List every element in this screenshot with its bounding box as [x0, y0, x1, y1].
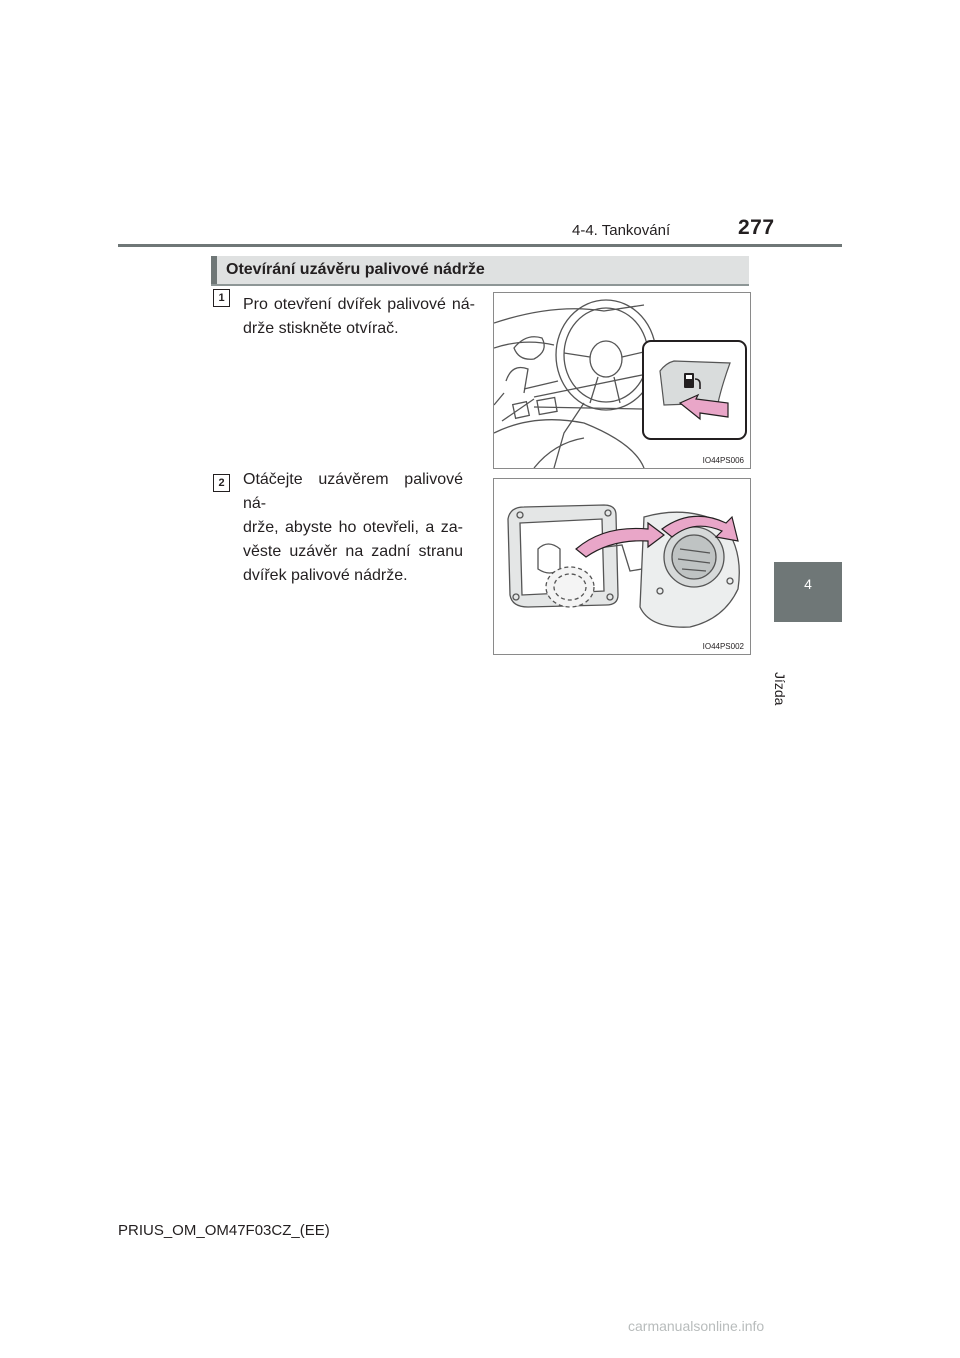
- section-heading: Otevírání uzávěru palivové nádrže: [226, 261, 485, 278]
- figure-fuel-cap: [493, 478, 751, 655]
- step-1-line: Pro otevření dvířek palivové ná-: [243, 296, 475, 313]
- step-number-2: 2: [213, 474, 230, 492]
- figure-fuel-door-opener: [493, 292, 751, 469]
- chapter-number: 4: [804, 576, 812, 592]
- chapter-label: [772, 626, 810, 706]
- section-heading-accent: [211, 256, 217, 284]
- section-heading-bar: [211, 256, 749, 286]
- step-1-line: drže stiskněte otvírač.: [243, 320, 399, 337]
- step-number-1: 1: [213, 289, 230, 307]
- page-number: 277: [738, 216, 775, 239]
- step-2-line: věste uzávěr na zadní stranu: [243, 543, 463, 560]
- step-text-1: [243, 293, 475, 341]
- step-text-2: [243, 468, 463, 588]
- figure-code-1: IO44PS006: [702, 456, 744, 465]
- step-2-line: drže, abyste ho otevřeli, a za-: [243, 519, 463, 536]
- step-2-line: Otáčejte uzávěrem palivové ná-: [243, 471, 463, 512]
- footer-manual-code: PRIUS_OM_OM47F03CZ_(EE): [118, 1222, 330, 1239]
- header-rule: [118, 244, 842, 247]
- step-2-line: dvířek palivové nádrže.: [243, 567, 408, 584]
- fuel-cap-illustration: [494, 479, 750, 654]
- header-section-title: 4-4. Tankování: [572, 222, 671, 239]
- fuel-opener-illustration: [494, 293, 750, 468]
- chapter-name: Jízda: [772, 672, 788, 706]
- watermark: carmanualsonline.info: [628, 1318, 765, 1334]
- figure-code-2: IO44PS002: [702, 642, 744, 651]
- chapter-tab: [774, 562, 842, 622]
